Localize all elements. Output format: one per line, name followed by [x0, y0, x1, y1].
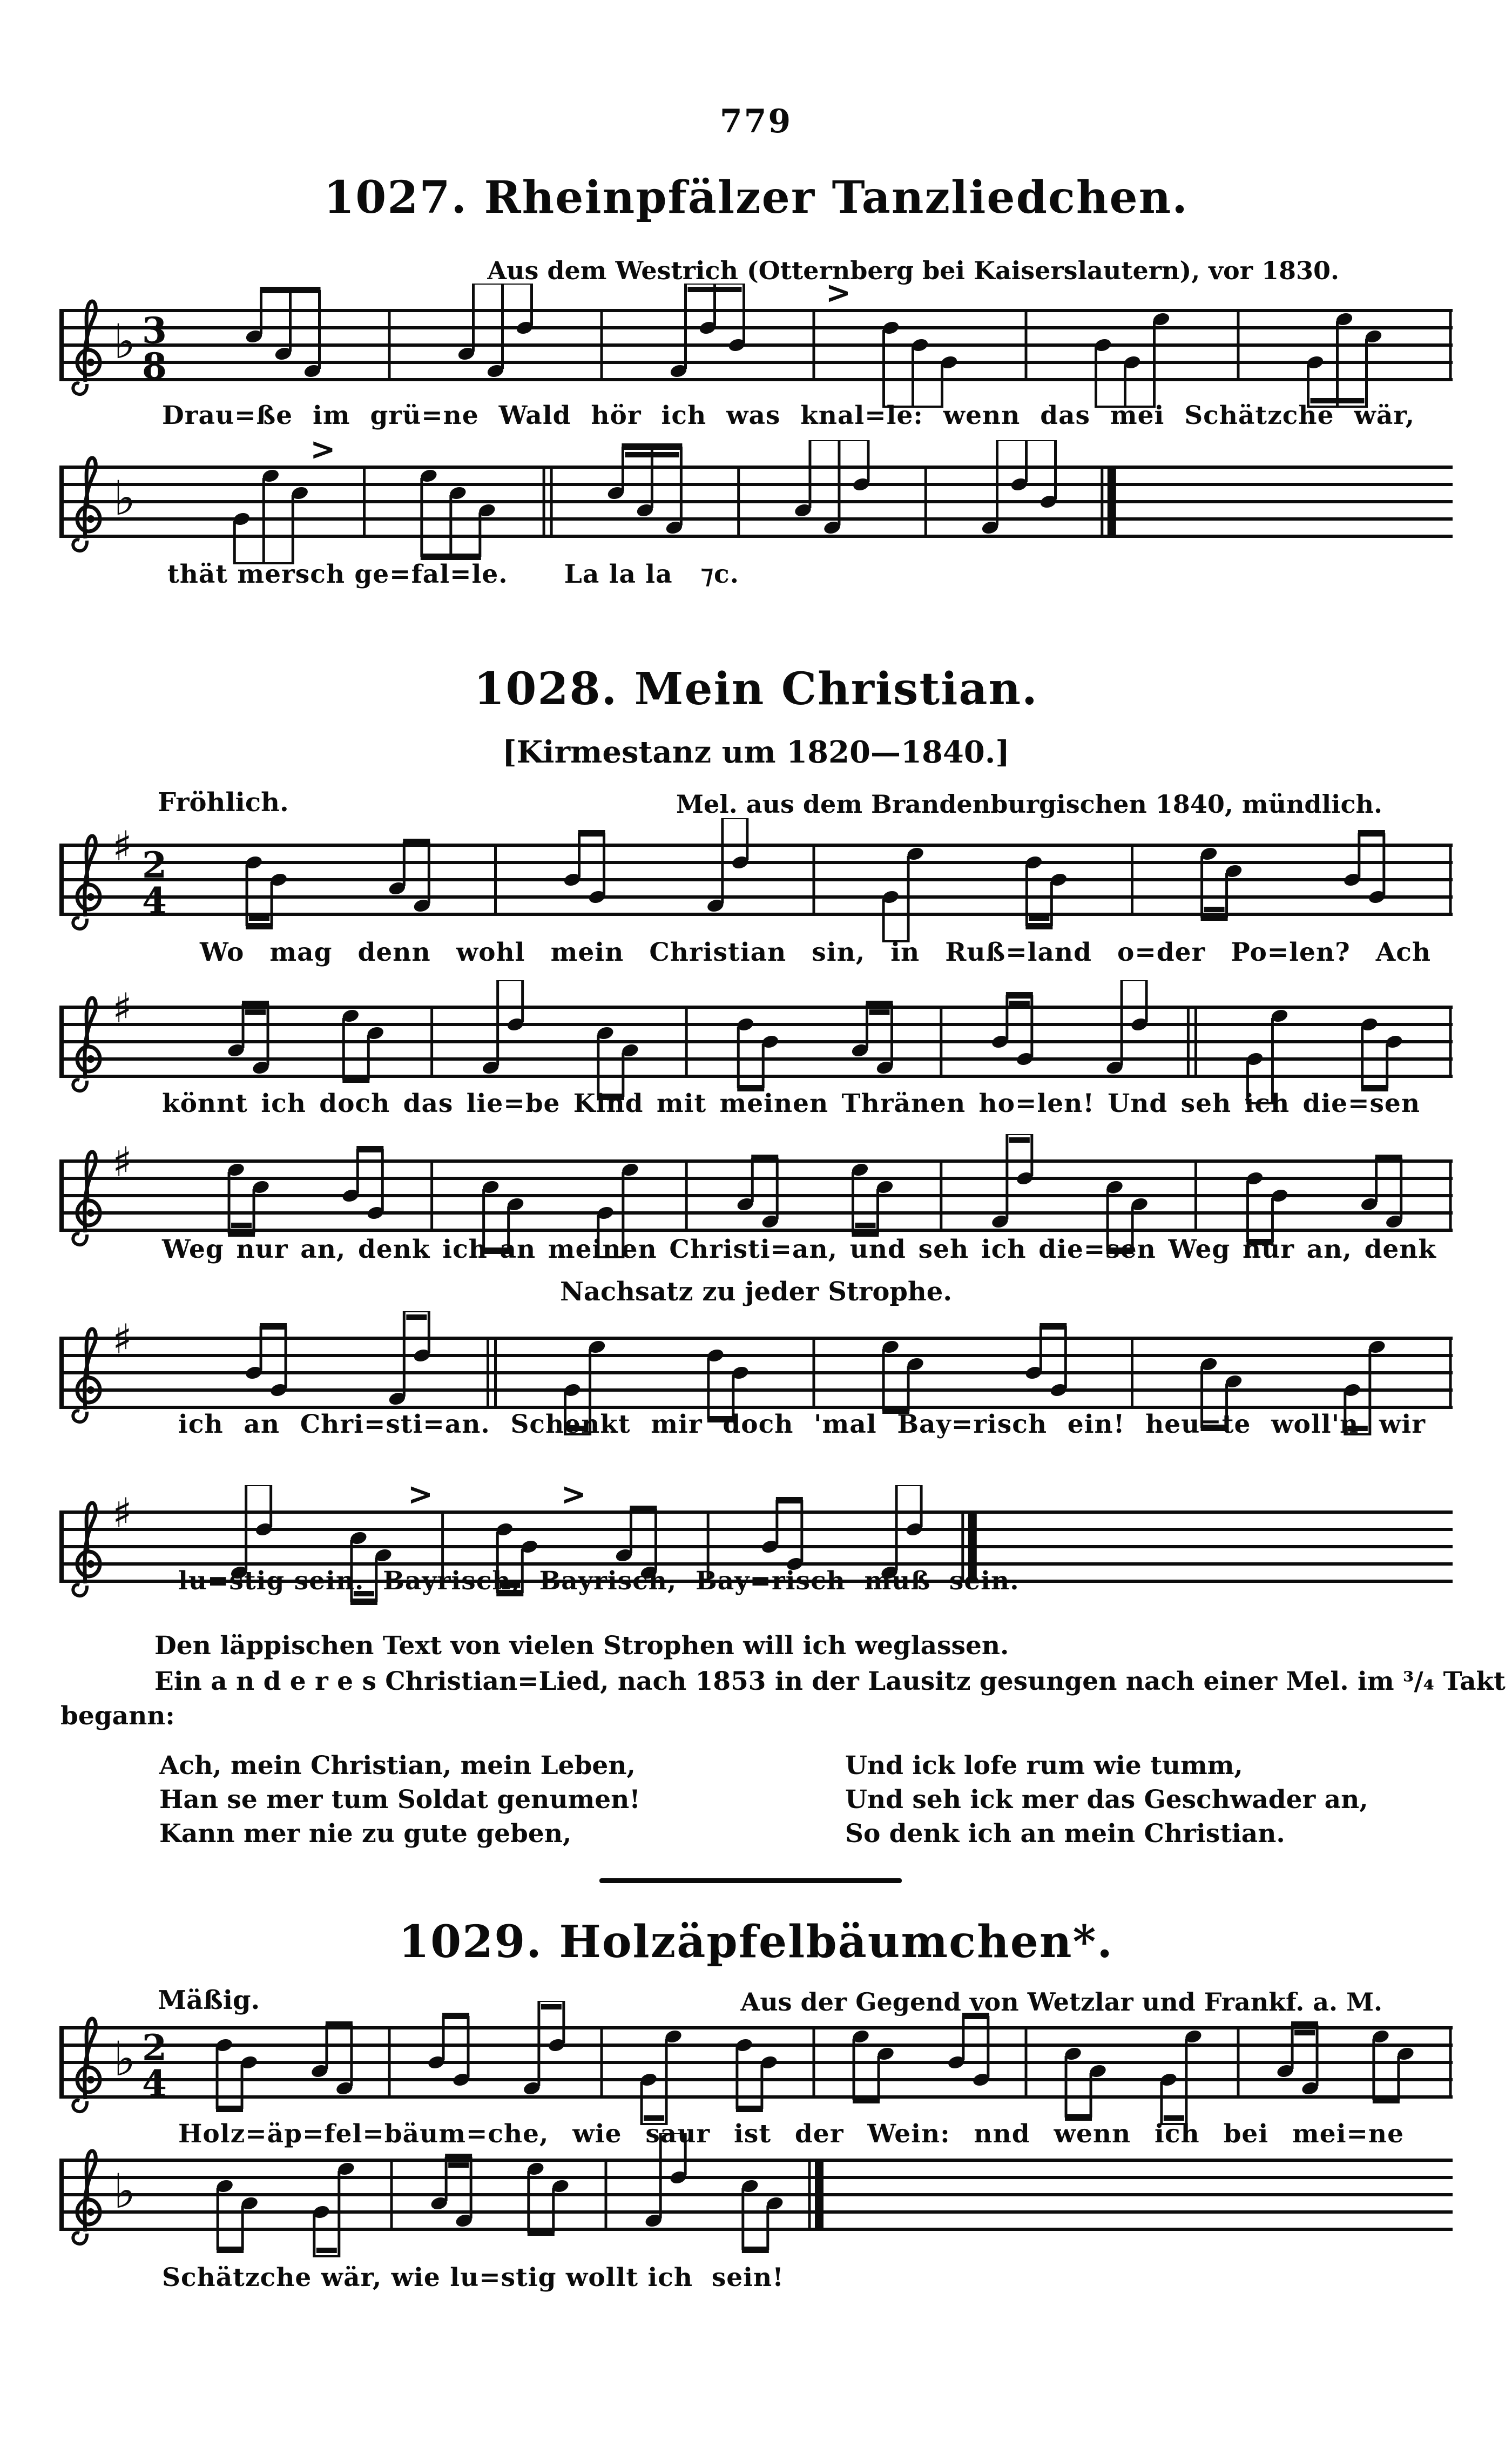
svg-text:♯: ♯: [112, 984, 132, 1032]
key-signature: [112, 822, 132, 870]
staff-svg: [59, 284, 1453, 408]
svg-text:♯: ♯: [112, 1138, 132, 1186]
music-staff-1028-1: [59, 818, 1453, 942]
key-signature: [112, 984, 132, 1032]
key-signature: [113, 470, 136, 526]
staff-lines: [59, 2026, 1453, 2099]
staff-svg: [59, 2133, 1453, 2257]
key-signature: [113, 314, 136, 369]
staff-lines: [59, 1159, 1453, 1232]
svg-text:4: 4: [142, 2062, 167, 2105]
staff-svg: [59, 980, 1453, 1104]
key-signature: [113, 2163, 136, 2219]
song-title-1027: 1027. Rheinpfälzer Tanzliedchen.: [323, 172, 1189, 224]
svg-text:♯: ♯: [112, 1315, 132, 1363]
note-paragraph-2-continuation: begann:: [60, 1701, 175, 1731]
svg-text:2: 2: [142, 844, 167, 886]
section-divider-rule: [599, 1878, 902, 1883]
accent-mark: >: [561, 1485, 586, 1512]
verse-line: Ach, mein Christian, mein Leben,: [159, 1751, 636, 1781]
origin-attribution-1029: Aus der Gegend von Wetzlar und Frankf. a. M.: [740, 1987, 1382, 2017]
staff-lines: [59, 2159, 1453, 2231]
time-signature: [142, 309, 167, 387]
time-signature: [142, 844, 167, 922]
music-staff-1027-1: [59, 284, 1453, 408]
music-staff-1028-2: [59, 980, 1453, 1104]
svg-text:3: 3: [142, 309, 167, 352]
key-signature: [113, 2031, 136, 2087]
verse-left-column: [159, 1749, 640, 1851]
key-signature: [112, 1315, 132, 1363]
accent-mark: >: [310, 440, 336, 467]
staff-lyrics: Holz=äp=fel=bäum=che, wie saur ist der Wein: nnd wenn ich bei mei=ne: [178, 2119, 1404, 2149]
tempo-marking-1029: Mäßig.: [158, 1985, 260, 2015]
svg-text:8: 8: [142, 345, 167, 387]
staff-lyrics: Wo mag denn wohl mein Christian sin, in Ruß=land o=der Po=len? Ach: [200, 938, 1431, 967]
staff-lyrics: könnt ich doch das lie=be Kind mit meinen Thränen ho=len! Und seh ich die=sen: [162, 1089, 1420, 1118]
verse-line: So denk ich an mein Christian.: [845, 1819, 1285, 1849]
key-signature: [112, 1138, 132, 1186]
staff-lyrics: Weg nur an, denk ich an meinen Christi=an, und seh ich die=sen Weg nur an, denk: [162, 1235, 1436, 1264]
music-staff-1027-2: [59, 440, 1453, 564]
staff-lyrics: Drau=ße im grü=ne Wald hör ich was knal=le: wenn das mei Schätzche wär,: [162, 401, 1415, 430]
staff-lyrics: Schätzche wär, wie lu=stig wollt ich sein!: [162, 2263, 784, 2292]
staff-lyrics: lu=stig sein. Bayrisch, Bayrisch, Bay=risch muß sein.: [178, 1566, 1020, 1596]
verse-line: Kann mer nie zu gute geben,: [159, 1819, 572, 1849]
music-staff-1029-1: [59, 2001, 1453, 2125]
accent-mark: >: [826, 284, 851, 311]
svg-text:2: 2: [142, 2027, 167, 2069]
melody-attribution-1028: Mel. aus dem Brandenburgischen 1840, mündlich.: [676, 790, 1382, 819]
staff-svg: [59, 818, 1453, 942]
song-title-1029: 1029. Holzäpfelbäumchen*.: [399, 1916, 1113, 1968]
staff-lines: [59, 844, 1453, 916]
svg-text:4: 4: [142, 880, 167, 922]
page-number: 779: [719, 103, 793, 140]
staff-lines: [59, 1337, 1453, 1409]
staff-svg: [59, 2001, 1453, 2125]
accent-mark: >: [408, 1485, 433, 1512]
verse-line: Und ick lofe rum wie tumm,: [845, 1751, 1243, 1781]
svg-text:♭: ♭: [113, 2031, 136, 2087]
song-subtitle-1028: [Kirmestanz um 1820—1840.]: [502, 734, 1010, 770]
note-paragraph-2: Ein a n d e r e s Christian=Lied, nach 1853 in der Lausitz gesungen nach einer Mel. im ³/₄ Takt: [154, 1667, 1506, 1696]
svg-text:♯: ♯: [112, 1489, 132, 1537]
verse-line: Und seh ick mer das Geschwader an,: [845, 1785, 1368, 1815]
staff-lyrics: thät mersch ge=fal=le. La la la ⁊c.: [167, 559, 740, 589]
song-title-1028: 1028. Mein Christian.: [474, 663, 1038, 715]
music-staff-1029-2: [59, 2133, 1453, 2257]
staff-svg: [59, 440, 1453, 564]
svg-text:♯: ♯: [112, 822, 132, 870]
verse-right-column: [845, 1749, 1368, 1851]
verse-line: Han se mer tum Soldat genumen!: [159, 1785, 640, 1815]
tempo-marking-1028: Fröhlich.: [158, 787, 289, 818]
time-signature: [142, 2027, 167, 2105]
staff-lines: [59, 309, 1453, 381]
svg-text:♭: ♭: [113, 314, 136, 369]
key-signature: [112, 1489, 132, 1537]
staff-lyrics: ich an Chri=sti=an. Schenkt mir doch 'mal Bay=risch ein! heu=te woll'n wir: [178, 1410, 1426, 1439]
svg-text:♭: ♭: [113, 470, 136, 526]
nachsatz-caption: Nachsatz zu jeder Strophe.: [559, 1277, 953, 1307]
song-attribution-1027: Aus dem Westrich (Otternberg bei Kaiserslautern), vor 1830.: [487, 256, 1339, 285]
svg-text:♭: ♭: [113, 2163, 136, 2219]
note-paragraph-1: Den läppischen Text von vielen Strophen will ich weglassen.: [154, 1631, 1009, 1661]
